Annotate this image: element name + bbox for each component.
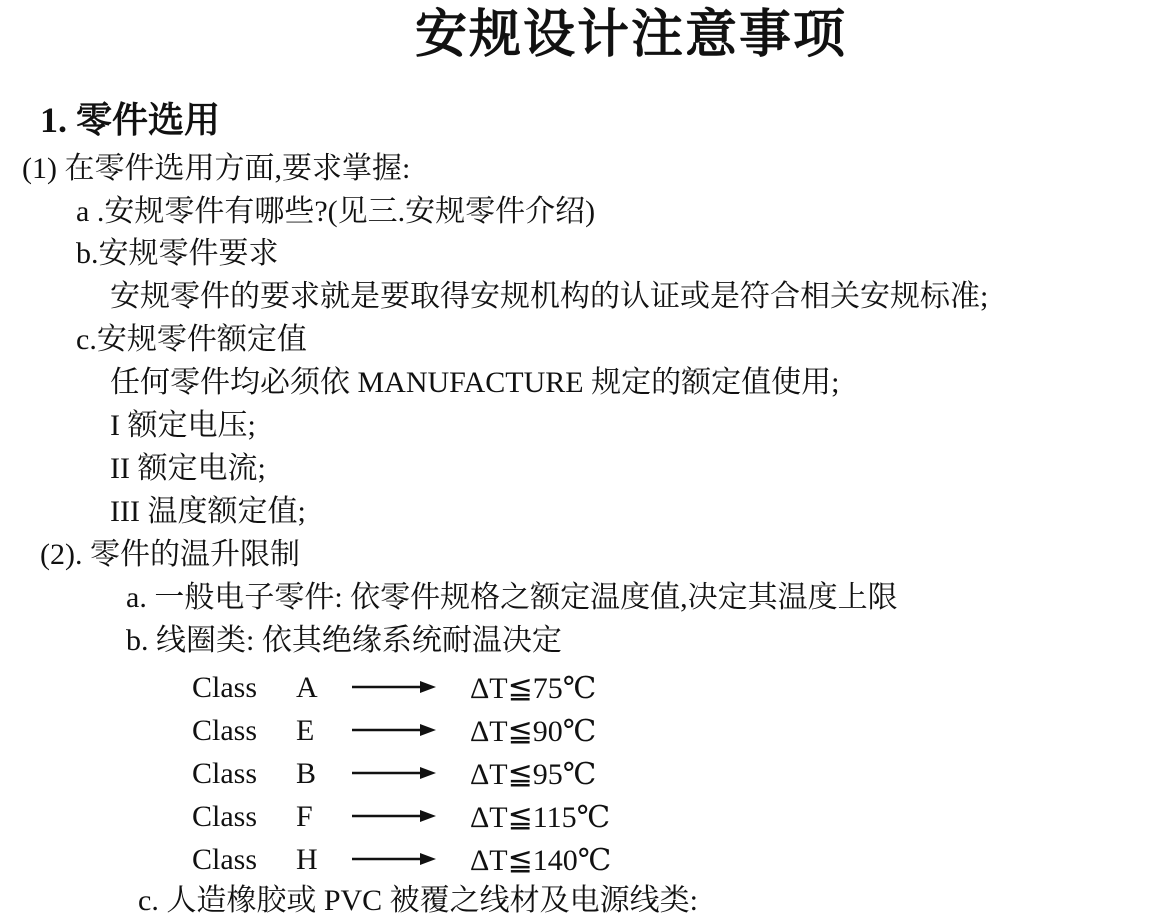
section-heading: 1. 零件选用: [40, 100, 221, 140]
class-label: Class: [192, 714, 258, 747]
temperature-rise-limit: ΔT≦140℃: [470, 844, 612, 877]
insulation-class-row: [192, 757, 712, 791]
insulation-class-row: [192, 800, 712, 834]
class-letter: F: [296, 800, 313, 833]
item-1c-detail: 任何零件均必须依 MANUFACTURE 规定的额定值使用;: [110, 366, 840, 399]
class-label: Class: [192, 800, 258, 833]
right-arrow-icon: [352, 851, 436, 867]
right-arrow-icon: [352, 808, 436, 824]
item-1c: c.安规零件额定值: [76, 323, 307, 356]
class-label: Class: [192, 671, 258, 704]
rating-temperature: III 温度额定值;: [110, 495, 306, 528]
rating-voltage: I 额定电压;: [110, 409, 256, 442]
item-2c: c. 人造橡胶或 PVC 被覆之线材及电源线类:: [138, 884, 699, 917]
right-arrow-icon: [352, 679, 436, 695]
insulation-class-row: [192, 714, 712, 748]
class-label: Class: [192, 843, 258, 876]
item-1b: b.安规零件要求: [76, 237, 279, 270]
insulation-class-row: [192, 671, 712, 705]
document-title: 安规设计注意事项: [415, 7, 848, 64]
temperature-rise-limit: ΔT≦95℃: [470, 758, 597, 791]
temperature-rise-limit: ΔT≦90℃: [470, 715, 597, 748]
insulation-class-row: [192, 843, 712, 877]
item-2-lead: (2). 零件的温升限制: [40, 538, 300, 571]
class-letter: B: [296, 757, 317, 790]
class-letter: E: [296, 714, 315, 747]
item-1-lead: (1) 在零件选用方面,要求掌握:: [22, 152, 411, 185]
item-2a: a. 一般电子零件: 依零件规格之额定温度值,决定其温度上限: [126, 581, 898, 614]
item-2b: b. 线圈类: 依其绝缘系统耐温决定: [126, 624, 562, 657]
right-arrow-icon: [352, 765, 436, 781]
item-1a: a .安规零件有哪些?(见三.安规零件介绍): [76, 195, 596, 228]
right-arrow-icon: [352, 722, 436, 738]
class-letter: H: [296, 843, 318, 876]
class-label: Class: [192, 757, 258, 790]
temperature-rise-limit: ΔT≦75℃: [470, 672, 597, 705]
temperature-rise-limit: ΔT≦115℃: [470, 801, 611, 834]
item-1b-detail: 安规零件的要求就是要取得安规机构的认证或是符合相关安规标准;: [110, 280, 989, 313]
rating-current: II 额定电流;: [110, 452, 266, 485]
class-letter: A: [296, 671, 318, 704]
